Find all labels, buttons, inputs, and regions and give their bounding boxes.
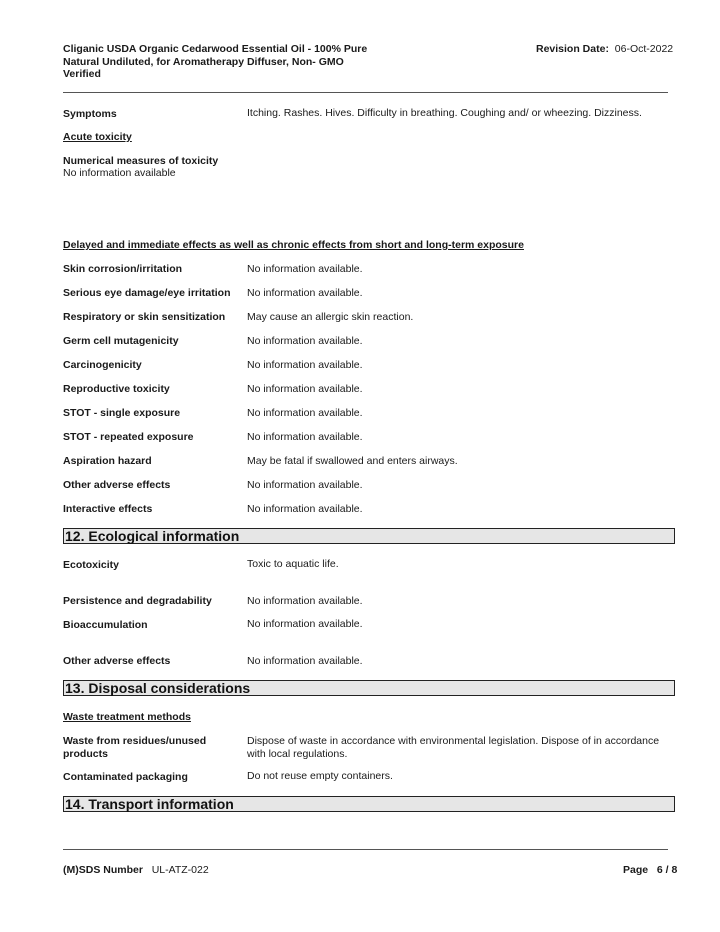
footer-divider <box>63 849 668 850</box>
persistence-label: Persistence and degradability <box>63 595 212 607</box>
sds-number <box>63 864 209 876</box>
effect-value: No information available. <box>247 479 363 491</box>
waste-residues-label-line-1: Waste from residues/unused <box>63 735 207 747</box>
revision-date-label: Revision Date: <box>536 43 609 55</box>
effect-label: STOT - single exposure <box>63 407 181 419</box>
effect-label: Reproductive toxicity <box>63 383 170 395</box>
numerical-measures-value: No information available <box>63 167 176 179</box>
effect-label: STOT - repeated exposure <box>63 431 194 443</box>
bioaccumulation-label: Bioaccumulation <box>63 619 148 631</box>
section-14-title: 14. Transport information <box>63 796 675 812</box>
effect-value: No information available. <box>247 431 363 443</box>
waste-residues-label-line-2: products <box>63 747 108 760</box>
numerical-measures-heading: Numerical measures of toxicity <box>63 155 219 167</box>
waste-residues-value <box>247 735 659 760</box>
revision-date-value: 06-Oct-2022 <box>614 43 674 55</box>
page-value: 6 / 8 <box>656 864 678 876</box>
effect-label: Serious eye damage/eye irritation <box>63 287 231 299</box>
effect-value: No information available. <box>247 383 363 395</box>
page-label: Page <box>623 864 649 876</box>
effect-value: No information available. <box>247 263 363 275</box>
ecotoxicity-value: Toxic to aquatic life. <box>247 558 339 570</box>
waste-treatment-heading: Waste treatment methods <box>63 711 191 723</box>
effect-label: Respiratory or skin sensitization <box>63 311 226 323</box>
effect-label: Aspiration hazard <box>63 455 152 467</box>
acute-toxicity-heading: Acute toxicity <box>63 131 132 143</box>
effect-value: May cause an allergic skin reaction. <box>247 311 414 323</box>
effect-label: Skin corrosion/irritation <box>63 263 183 275</box>
effect-label: Interactive effects <box>63 503 153 515</box>
sds-number-value: UL-ATZ-022 <box>151 864 209 876</box>
effect-value: No information available. <box>247 335 363 347</box>
header-divider <box>63 92 668 93</box>
section-12-title: 12. Ecological information <box>63 528 675 544</box>
product-name-line-2: Natural Undiluted, for Aromatherapy Diffuser, Non- GMO <box>63 55 344 68</box>
contaminated-packaging-value: Do not reuse empty containers. <box>247 770 393 782</box>
effect-value: May be fatal if swallowed and enters airways. <box>247 455 458 467</box>
bioaccumulation-value: No information available. <box>247 618 363 630</box>
waste-residues-value-line-2: with local regulations. <box>247 747 348 760</box>
other-adverse-label: Other adverse effects <box>63 655 171 667</box>
persistence-value: No information available. <box>247 595 363 607</box>
section-13-title: 13. Disposal considerations <box>63 680 675 696</box>
effect-value: No information available. <box>247 407 363 419</box>
effect-label: Germ cell mutagenicity <box>63 335 179 347</box>
document-header-product <box>63 43 367 81</box>
contaminated-packaging-label: Contaminated packaging <box>63 771 188 783</box>
symptoms-value: Itching. Rashes. Hives. Difficulty in breathing. Coughing and/ or wheezing. Dizziness. <box>247 107 642 119</box>
effect-value: No information available. <box>247 503 363 515</box>
sds-number-label: (M)SDS Number <box>63 864 143 876</box>
product-name-line-3: Verified <box>63 68 101 80</box>
page-number <box>623 864 677 876</box>
effect-value: No information available. <box>247 359 363 371</box>
delayed-effects-heading: Delayed and immediate effects as well as chronic effects from short and long-term exposure <box>63 239 524 251</box>
waste-residues-value-line-1: Dispose of waste in accordance with environmental legislation. Dispose of in accordance <box>247 735 660 747</box>
effect-value: No information available. <box>247 287 363 299</box>
revision-date <box>536 43 673 55</box>
effect-label: Carcinogenicity <box>63 359 142 371</box>
waste-residues-label <box>63 735 206 760</box>
other-adverse-value: No information available. <box>247 655 363 667</box>
symptoms-label: Symptoms <box>63 108 117 120</box>
ecotoxicity-label: Ecotoxicity <box>63 559 120 571</box>
product-name-line-1: Cliganic USDA Organic Cedarwood Essential Oil - 100% Pure <box>63 43 368 55</box>
effect-label: Other adverse effects <box>63 479 171 491</box>
